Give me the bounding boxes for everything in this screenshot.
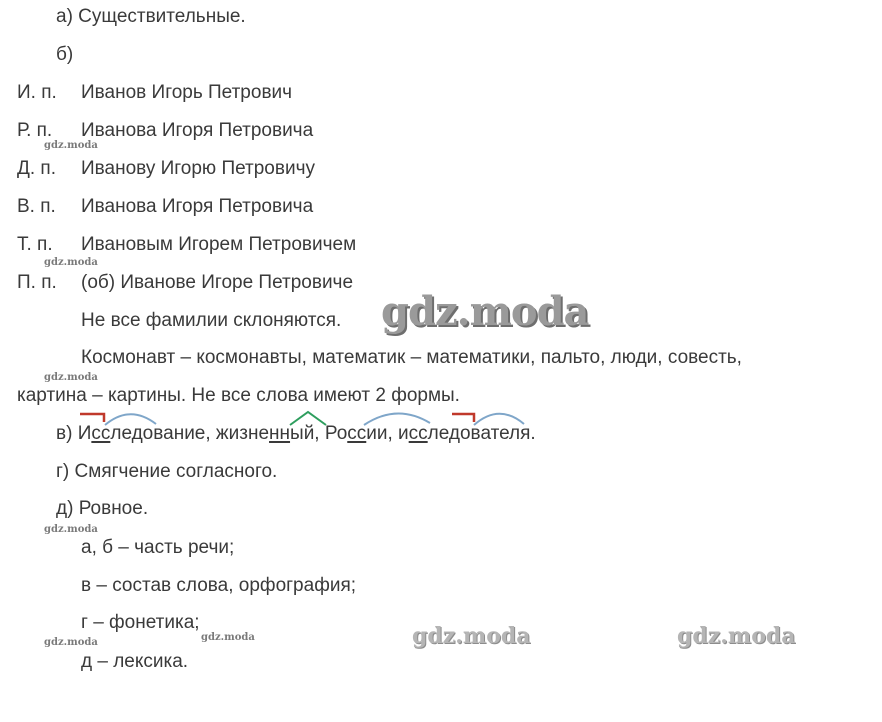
note-surnames: Не все фамилии склоняются. <box>81 310 342 331</box>
watermark: gdz.moda <box>44 140 98 151</box>
item-v-text: в) И <box>56 423 92 444</box>
underlined-letters: нн <box>269 423 291 444</box>
item-v-text: ледователя. <box>427 423 536 444</box>
item-v-text: ый, Ро <box>290 423 348 444</box>
watermark: gdz.moda <box>412 623 531 649</box>
case-form: Иванова Игоря Петровича <box>81 196 314 217</box>
watermark: gdz.moda <box>44 372 98 383</box>
underlined-letters: сс <box>91 423 111 444</box>
case-form: Иванов Игорь Петрович <box>81 82 293 103</box>
watermark: gdz.moda <box>44 257 98 268</box>
case-form: (об) Иванове Игоре Петровиче <box>81 272 354 293</box>
case-abbr: П. п. <box>17 272 57 293</box>
item-d: д) Ровное. <box>56 498 149 519</box>
item-v <box>56 423 536 445</box>
watermark: gdz.moda <box>44 637 98 648</box>
summary-line: д – лексика. <box>81 651 189 672</box>
case-form: Иванова Игоря Петровича <box>81 120 314 141</box>
prefix-mark <box>452 414 474 422</box>
summary-line: г – фонетика; <box>81 612 200 633</box>
case-form: Иванову Игорю Петровичу <box>81 158 315 179</box>
prefix-mark <box>80 414 104 422</box>
case-abbr: Т. п. <box>17 234 53 255</box>
watermark: gdz.moda <box>677 623 796 649</box>
case-abbr: Д. п. <box>17 158 56 179</box>
watermark: gdz.moda <box>44 524 98 535</box>
item-v-text: ии, и <box>366 423 409 444</box>
underlined-letters: сс <box>408 423 428 444</box>
watermark: gdz.moda <box>201 632 255 643</box>
note-examples-line2: картина – картины. Не все слова имеют 2 формы. <box>17 385 460 406</box>
watermark: gdz.moda <box>381 288 589 335</box>
case-abbr: В. п. <box>17 196 56 217</box>
case-abbr: Р. п. <box>17 120 53 141</box>
summary-line: а, б – часть речи; <box>81 537 235 558</box>
case-abbr: И. п. <box>17 82 57 103</box>
summary-line: в – состав слова, орфография; <box>81 575 357 596</box>
item-v-text: ледование, жизне <box>110 423 270 444</box>
underlined-letters: сс <box>347 423 367 444</box>
note-examples-line1: Космонавт – космонавты, математик – математики, пальто, люди, совесть, <box>81 347 742 368</box>
item-a: а) Существительные. <box>56 6 246 27</box>
case-form: Ивановым Игорем Петровичем <box>81 234 357 255</box>
item-b: б) <box>56 44 74 65</box>
item-g: г) Смягчение согласного. <box>56 461 278 482</box>
